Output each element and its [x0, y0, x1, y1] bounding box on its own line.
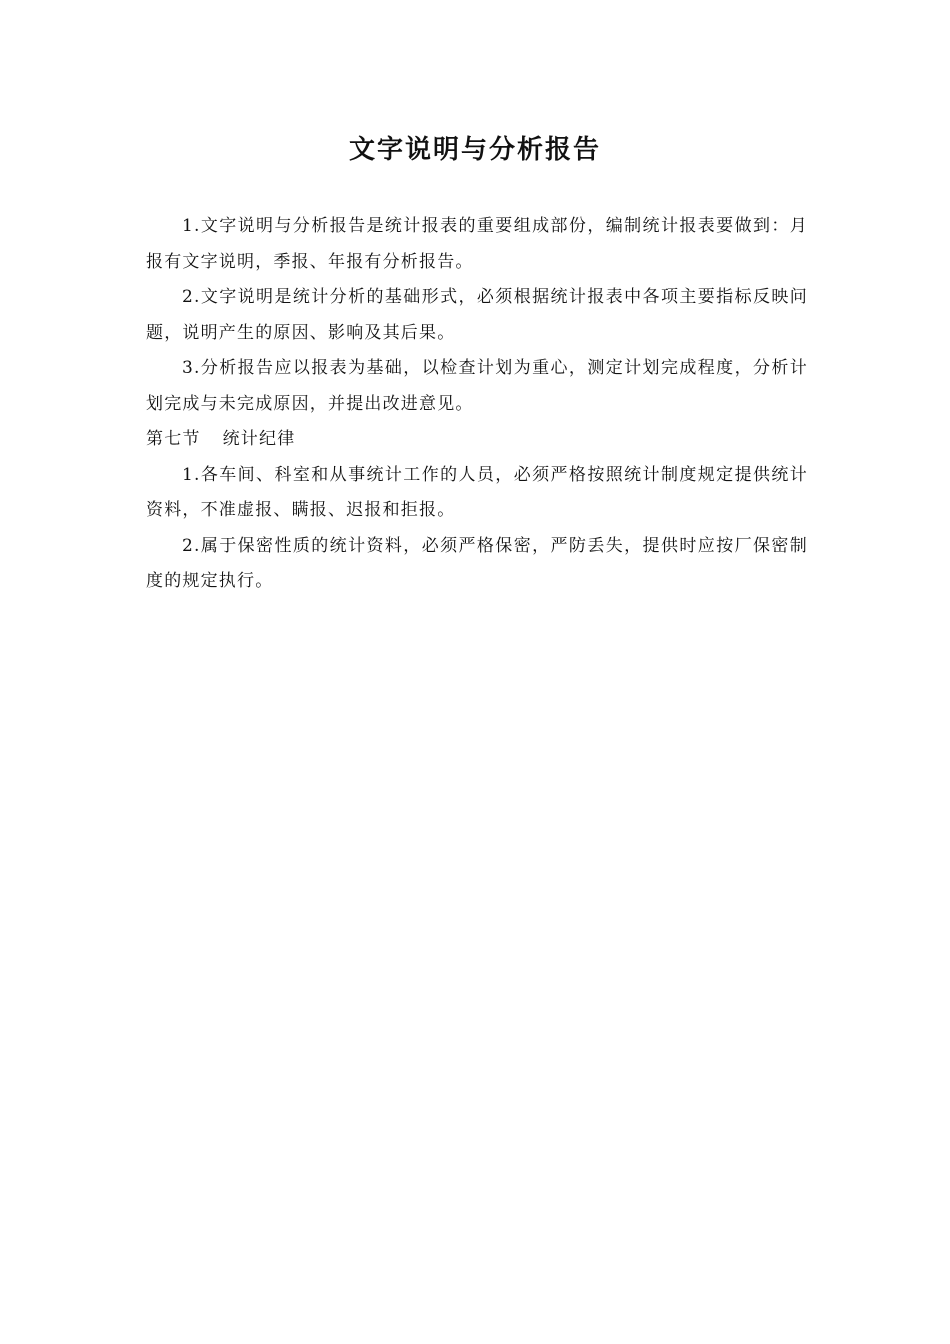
- document-title: 文字说明与分析报告: [348, 135, 601, 165]
- document-body: [146, 209, 808, 600]
- section-heading: [146, 422, 808, 458]
- section-name: 统计纪律: [222, 429, 296, 449]
- paragraph-provide-statistics: 1.各车间、科室和从事统计工作的人员，必须严格按照统计制度规定提供统计资料，不准虚报、瞒报、迟报和拒报。: [146, 464, 808, 520]
- paragraph-confidentiality: 2.属于保密性质的统计资料，必须严格保密，严防丢失，提供时应按厂保密制度的规定执行。: [146, 535, 808, 591]
- paragraph-analysis-report: 3.分析报告应以报表为基础，以检查计划为重心，测定计划完成程度，分析计划完成与未完成原因，并提出改进意见。: [146, 358, 808, 414]
- section-number: 第七节: [146, 429, 201, 449]
- paragraph-text-explanation: 2.文字说明是统计分析的基础形式，必须根据统计报表中各项主要指标反映问题，说明产生的原因、影响及其后果。: [146, 287, 808, 343]
- paragraph-report-requirement: 1.文字说明与分析报告是统计报表的重要组成部份，编制统计报表要做到：月报有文字说明，季报、年报有分析报告。: [146, 216, 808, 272]
